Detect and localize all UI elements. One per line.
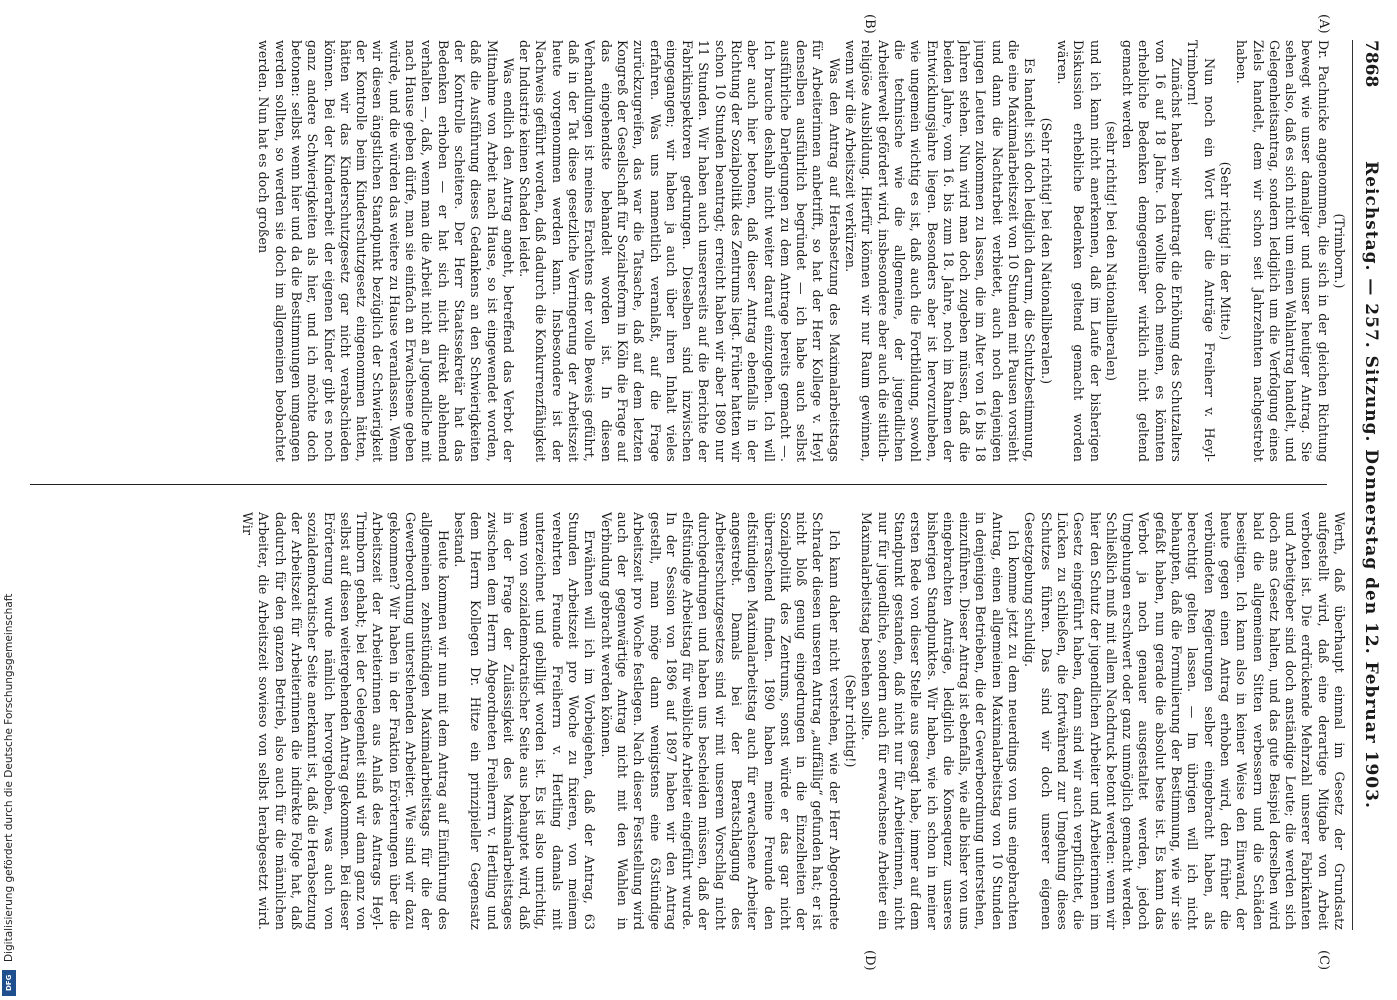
margin-marker-a: (A) (1316, 14, 1331, 34)
margin-marker-d: (D) (862, 950, 877, 971)
interjection: (sehr richtig! bei den Nationalliberalen) (1103, 120, 1119, 382)
margin-marker-b: (B) (862, 14, 877, 34)
paragraph: Was den Antrag auf Herabsetzung des Maximalarbeitstags für Arbeiterinnen anbetrifft, so hat der Herr Kollege v. Heyl denselben ausführlich begründet — ich habe auch selbst ausführliche Darlegungen zu dem Antrage bereits gemacht —. Ich brauche deshalb nicht weiter darauf einzugehen. Ich will aber auch hier betonen, daß dieser Antrag ebenfalls in der Richtung der Sozialpolitik des Zentrums liegt. Früher hatten wir schon 10 Stunden beantragt; erreicht haben wir aber 1890 nur 11 Stunden. Wir haben auch unsererseits auf die Berichte der Fabrikinspektoren gedrungen. Dieselben sind inzwischen eingegangen; wir haben ja auch über ihren Inhalt vieles erfahren. Was uns namentlich veranlaßt, auf die Frage zurückzugreifen, das war die Tatsache, daß auf dem letzten Kongreß der Gesellschaft für Sozialreform in Köln die Frage auf das eingehendste behandelt worden ist. In diesen Verhandlungen ist meines Erachtens der volle Beweis geführt, daß in der Tat diese gesetzliche Verringerung der Arbeitszeit heute vorgenommen werden kann. Insbesondere ist der Nachweis geführt worden, daß dadurch die Konkurrenzfähigkeit der Industrie keinen Schaden leidet. (517, 40, 842, 462)
paragraph: Was endlich den Antrag angeht, betreffend das Verbot der Mitnahme von Arbeit nach Hause, so ist eingewendet worden, daß die Ausführung dieses Gedankens an den Schwierigkeiten der Kontrolle scheitere. Der Herr Staatssekretär hat das Bedenken erhoben — er hat sich nicht direkt ablehnend verhalten —, daß, wenn man die Arbeit nicht an Jugendliche mit nach Hause geben dürfe, man sie einfach an Erwachsene geben würde, und die würden das weitere zu Hause veranlassen. Wenn wir diesen ängstlichen Standpunkt bezüglich der Schwierigkeit der Kontrolle beim Kinderschutzgesetz eingenommen hätten, hätten wir das Kinderschutzgesetz gar nicht verabschieden können. Bei der Kinderarbeit der eigenen Kinder gibt es noch ganz andere Schwierigkeiten als hier, und ich möchte doch betonen: selbst wenn hier und da die Bestimmungen umgangen werden sollten, so werden sie doch im allgemeinen beobachtet werden. Nun hat es doch großen (256, 40, 516, 462)
paragraph: Heute kommen wir nun mit dem Antrag auf Einführung des allgemeinen zehnstündigen Maximalarbeitstags für die der Gewerbeordnung unterstehenden Arbeiter. Wie sind wir dazu gekommen? Wir haben in der Fraktion Erörterungen über die Arbeitszeit der Arbeiterinnen aus Anlaß des Antrags Heyl-Trimborn gehabt; bei der Gelegenheit sind wir dann ganz von selbst auf diesen weitergehenden Antrag gekommen. Bei dieser Erörterung wurde nämlich hervorgehoben, was auch von sozialdemokratischer Seite anerkannt ist, daß die Herabsetzung der Arbeitszeit für Arbeiterinnen die indirekte Folge hat, daß dadurch für den ganzen Betrieb, also auch für die männlichen Arbeiter, die Arbeitszeit sowieso von selbst herabgesetzt wird. Wir (240, 512, 451, 930)
paragraph: Erwähnen will ich im Vorbeigehen, daß der Antrag, 63 Stunden Arbeitszeit pro Woche zu fixieren, von meinem verehrten Freunde Freiherrn v. Hertling damals mit unterzeichnet und gebilligt worden ist. Es ist also unrichtig, wenn von sozialdemokratischer Seite aus behauptet wird, daß in der Frage der Zulässigkeit des Maximalarbeitstages zwischen dem Herrn Abgeordneten Freiherrn v. Hertling und dem Herrn Kollegen Dr. Hitze ein prinzipieller Gegensatz bestand. (451, 512, 598, 930)
header-rule (1352, 40, 1353, 930)
interjection: (Sehr richtig!) (843, 674, 859, 768)
right-column (20, 512, 1347, 930)
column-divider (30, 484, 1327, 485)
paragraph: Dr. Pachnicke angenommen, die sich in der gleichen Richtung bewegt wie unser damaliger und unser heutiger Antrag. Sie sehen also, daß es sich nicht um einen Wahlantrag handelt, und Gelegenheitsantrag, sondern lediglich um die Verfolgung eines Ziels handelt, dem wir schon seit Jahrzehnten nachgestrebt haben. (1234, 40, 1331, 462)
paragraph: Werth, daß überhaupt einmal im Gesetz der Grundsatz aufgestellt wird, daß eine derartige Mitgabe von Arbeit verboten ist. Die erdrückende Mehrzahl unserer Fabrikanten und Arbeitgeber sind doch anständige Leute; die werden sich doch ans Gesetz halten, und das gute Beispiel derselben wird bald die allgemeinen Sitten verbessern und die Schäden beseitigen. Ich kann also in keiner Weise den Einwand, der heute gegen einen Antrag erhoben wird, den früher die verbündeten Regierungen selber eingebracht haben, als berechtigt gelten lassen. — Im übrigen will ich nicht behaupten, daß die Formulierung der Bestimmung, wie wir sie gefaßt haben, nun gerade die absolut beste ist. Es kann das Verbot ja noch genauer ausgestaltet werden, jedoch Umgehungen erschwert oder ganz unmöglich gemacht werden. Schließlich muß mit allem Nachdruck betont werden: wenn wir hier den Schutz der jugendlichen Arbeiter und Arbeiterinnen im Gesetz eingeführt haben, dann sind wir auch verpflichtet, die Lücken zu schließen, die fortwährend zur Umgehung dieses Schutzes führen. Das sind wir doch unserer eigenen Gesetzgebung schuldig. (1022, 512, 1347, 930)
digitization-credit (0, 0, 18, 1000)
left-column (20, 40, 1347, 462)
dfg-logo: DFG (2, 970, 16, 996)
paragraph: Nun noch ein Wort über die Anträge Freiherr v. Heyl-Trimborn! (1185, 40, 1217, 462)
paragraph: Ich kann daher nicht verstehen, wie der Herr Abgeordnete Schrader diesen unseren Antrag „auffällig“ gefunden hat; er ist nicht bloß genug eingedrungen in die Einzelheiten der Sozialpolitik des Zentrums, sonst würde er das gar nicht überraschend finden. 1890 haben meine Freunde den elfstündigen Maximalarbeitstag auch für erwachsene Arbeiter angestrebt. Damals bei der Beratschlagung des Arbeiterschutzgesetzes sind wir mit unserem Vorschlag nicht durchgedrungen und haben uns bescheiden müssen, daß der elfstündige Arbeitstag für weibliche Arbeiter eingeführt wurde. In der Session von 1896 auf 1897 haben wir den Antrag gestellt, man möge dann wenigstens eine 63stündige Arbeitszeit pro Woche festlegen. Nach dieser Feststellung wird auch der gegenwärtige Antrag nicht mit den Wahlen in Verbindung gebracht werden können. (598, 512, 842, 930)
speaker-name: (Trimborn.) (1332, 213, 1347, 289)
running-title: Reichstag. — 257. Sitzung. Donnerstag den 12. Februar 1903. (1361, 161, 1381, 809)
page-number: 7868 (1361, 40, 1381, 88)
paragraph: und ich kann nicht anerkennen, daß im Laufe der bisherigen Diskussion erhebliche Bedenken geltend gemacht worden wären. (1054, 40, 1103, 462)
interjection: (Sehr richtig! bei den Nationalliberalen.) (1038, 117, 1054, 385)
paragraph: Zunächst haben wir beantragt die Erhöhung des Schutzalters von 16 auf 18 Jahre. Ich wollte doch meinen, es könnten erhebliche Bedenken demgegenüber wirklich nicht geltend gemacht werden (1120, 40, 1185, 462)
interjection: (Sehr richtig! in der Mitte.) (1217, 161, 1233, 341)
paragraph: Es handelt sich doch lediglich darum, die Schutzbestimmung, die eine Maximalarbeitszeit von 10 Stunden mit Pausen vorsieht und dann die Nachtarbeit verbietet, auch noch denjenigen jungen Leuten zukommen zu lassen, die im Alter von 16 bis 18 Jahren stehen. Nun wird man doch zugeben müssen, daß die beiden Jahre, vom 16. bis zum 18. Jahre, noch im Rahmen der Entwicklungsjahre liegen. Besonders aber ist hervorzuheben, wie ungemein wichtig es ist, daß auch die Fortbildung, sowohl die technische wie die allgemeine, der jugendlichen Arbeiterwelt gefördert wird, insbesondere aber auch die sittlich-religiöse Ausbildung. Hierfür können wir nur Raum gewinnen, wenn wir die Arbeitszeit verkürzen. (843, 40, 1038, 462)
paragraph: Ich komme jetzt zu dem neuerdings von uns eingebrachten Antrag, einen allgemeinen Maximalarbeitstag von 10 Stunden in denjenigen Betrieben, die der Gewerbeordnung unterstehen, einzuführen. Dieser Antrag ist ebenfalls, wie alle bisher von uns eingebrachten Anträge, lediglich die Konsequenz unseres bisherigen Standpunktes. Wir haben, wie ich schon in meiner ersten Rede von dieser Stelle aus gesagt habe, immer auf dem Standpunkt gestanden, daß nicht nur für Arbeiterinnen, nicht nur für jugendliche, sondern auch für erwachsene Arbeiter ein Maximalarbeitstag bestehen sollte. (859, 512, 1022, 930)
page-header (1353, 40, 1385, 930)
credit-text: Digitalisierung gefördert durch die Deutsche Forschungsgemeinschaft (3, 593, 15, 962)
margin-marker-c: (C) (1316, 950, 1331, 971)
